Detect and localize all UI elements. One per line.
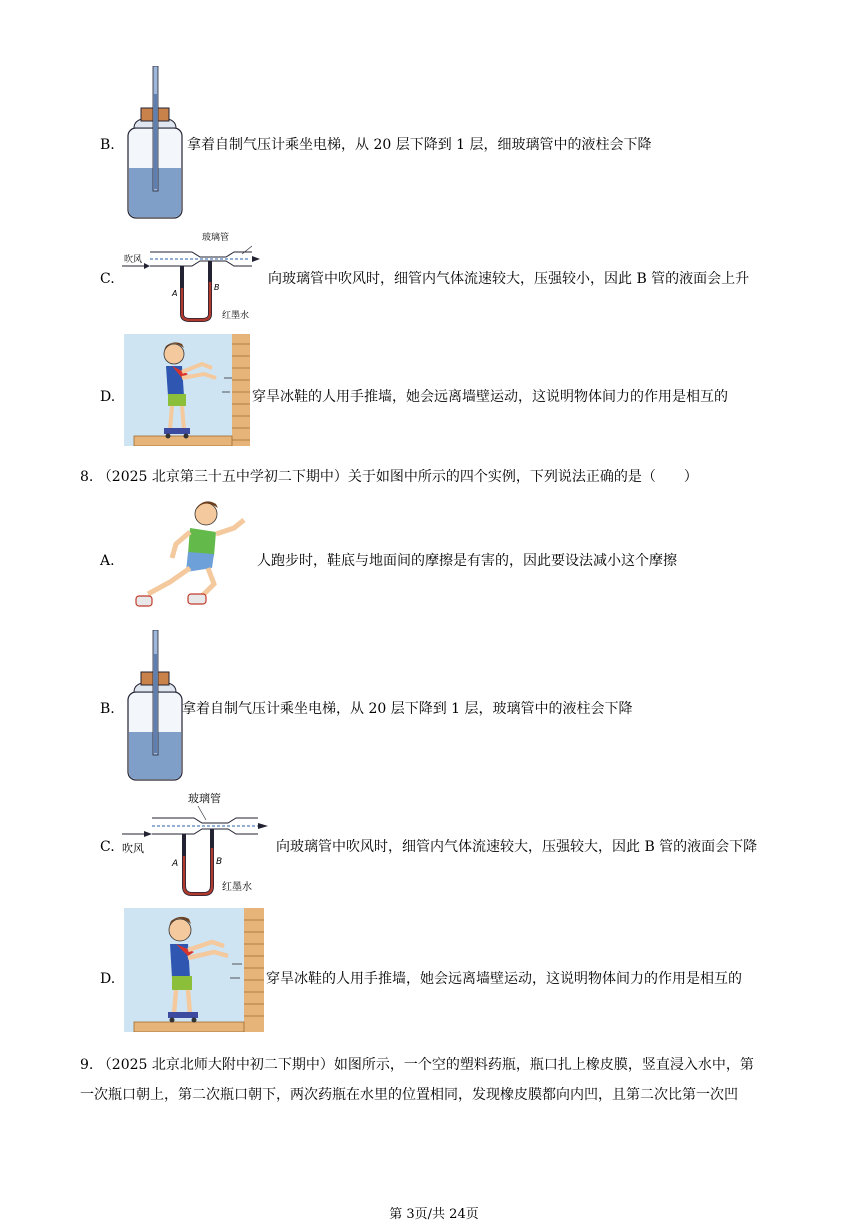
blow-label: 吹风 bbox=[122, 842, 144, 855]
venturi-tube-figure bbox=[118, 790, 274, 900]
water-label: 红墨水 bbox=[222, 311, 250, 321]
option-text: 穿旱冰鞋的人用手推墙，她会远离墙壁运动，这说明物体间力的作用是相互的 bbox=[252, 389, 728, 405]
tube-label: 玻璃管 bbox=[202, 233, 230, 243]
option-letter: B. bbox=[100, 137, 115, 153]
option-letter: A. bbox=[100, 553, 115, 569]
skater-push-wall-figure bbox=[124, 334, 250, 446]
barometer-bottle-figure bbox=[124, 66, 186, 222]
venturi-tube-figure bbox=[122, 226, 264, 322]
question-stem-line: 9. （2025 北京北师大附中初二下期中）如图所示，一个空的塑料药瓶，瓶口扎上橡皮膜，竖直浸入水中，第 bbox=[80, 1057, 754, 1073]
option-letter: D. bbox=[100, 389, 116, 405]
b-label: B bbox=[214, 283, 220, 292]
barometer-bottle-figure bbox=[124, 630, 186, 786]
option-text: 向玻璃管中吹风时，细管内气体流速较大，压强较小，因此 B 管的液面会上升 bbox=[268, 271, 750, 287]
blow-label: 吹风 bbox=[124, 255, 143, 265]
water-label: 红墨水 bbox=[222, 882, 252, 893]
option-letter: B. bbox=[100, 701, 115, 717]
option-text: 向玻璃管中吹风时，细管内气体流速较大，压强较大，因此 B 管的液面会下降 bbox=[276, 839, 758, 855]
a-label: A bbox=[172, 289, 178, 298]
option-text: 拿着自制气压计乘坐电梯，从 20 层下降到 1 层，玻璃管中的液柱会下降 bbox=[182, 701, 633, 717]
a-label: A bbox=[172, 859, 179, 869]
skater-push-wall-figure bbox=[124, 908, 264, 1032]
option-letter: D. bbox=[100, 971, 116, 987]
question-stem: 8. （2025 北京第三十五中学初二下期中）关于如图中所示的四个实例，下列说法正确的是（ ） bbox=[80, 469, 698, 485]
question-stem-line: 一次瓶口朝上，第二次瓶口朝下，两次药瓶在水里的位置相同，发现橡皮膜都向内凹，且第二次比第一次凹 bbox=[80, 1087, 738, 1103]
b-label: B bbox=[216, 857, 223, 867]
runner-figure bbox=[130, 498, 254, 618]
option-text: 拿着自制气压计乘坐电梯，从 20 层下降到 1 层，细玻璃管中的液柱会下降 bbox=[187, 137, 652, 153]
tube-label: 玻璃管 bbox=[188, 792, 221, 805]
page-number: 第 3页/共 24页 bbox=[389, 1207, 479, 1222]
option-text: 人跑步时，鞋底与地面间的摩擦是有害的，因此要设法减小这个摩擦 bbox=[257, 553, 677, 569]
option-letter: C. bbox=[100, 271, 115, 287]
option-letter: C. bbox=[100, 839, 115, 855]
option-text: 穿旱冰鞋的人用手推墙，她会远离墙壁运动，这说明物体间力的作用是相互的 bbox=[266, 971, 742, 987]
